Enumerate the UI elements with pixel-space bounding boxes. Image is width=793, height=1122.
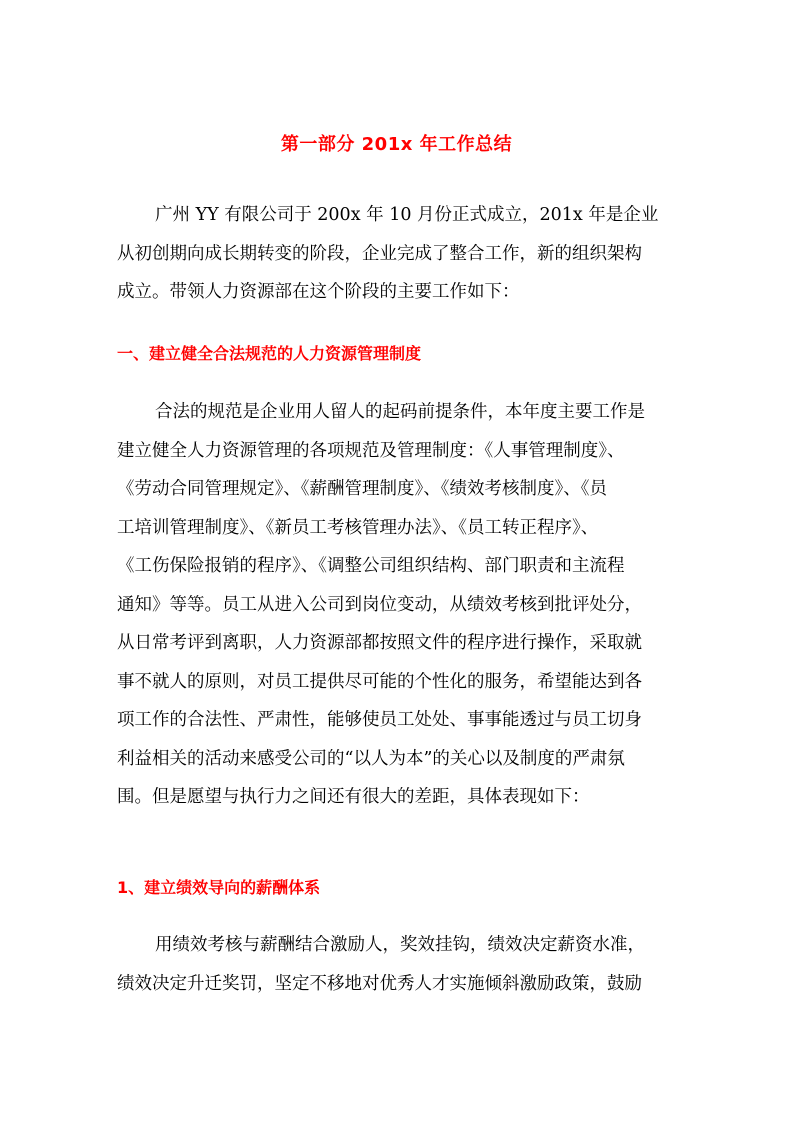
section1-line: 项工作的合法性、严肃性，能够使员工处处、事事能透过与员工切身 xyxy=(117,710,642,730)
section1-line: 围。但是愿望与执行力之间还有很大的差距，具体表现如下： xyxy=(117,787,590,807)
section1-line: 通知》等等。员工从进入公司到岗位变动，从绩效考核到批评处分， xyxy=(117,594,642,615)
intro-line: 成立。带领人力资源部在这个阶段的主要工作如下： xyxy=(117,282,520,302)
section1-paragraph xyxy=(117,393,687,817)
section1-line: 利益相关的活动来感受公司的“以人为本”的关心以及制度的严肃氛 xyxy=(117,748,625,769)
section1-line: 《劳动合同管理规定》、《薪酬管理制度》、《绩效考核制度》、《员 xyxy=(117,479,607,499)
section1-line: 合法的规范是企业用人留人的起码前提条件，本年度主要工作是 xyxy=(155,402,645,422)
document-title: 第一部分 201x 年工作总结 xyxy=(280,134,513,155)
subsection1-line: 用绩效考核与薪酬结合激励人，奖效挂钩，绩效决定薪资水准， xyxy=(155,935,645,955)
subsection1-line: 绩效决定升迁奖罚，坚定不移地对优秀人才实施倾斜激励政策，鼓励 xyxy=(117,973,642,994)
intro-line: 从初创期向成长期转变的阶段，企业完成了整合工作，新的组织架构 xyxy=(117,243,642,264)
section1-line: 《工伤保险报销的程序》、《调整公司组织结构、部门职责和主流程 xyxy=(117,556,625,576)
intro-paragraph xyxy=(117,196,687,312)
section-heading: 一、建立健全合法规范的人力资源管理制度 xyxy=(117,344,422,363)
section1-line: 事不就人的原则，对员工提供尽可能的个性化的服务，希望能达到各 xyxy=(117,671,642,692)
section1-line: 从日常考评到离职，人力资源部都按照文件的程序进行操作，采取就 xyxy=(117,633,642,653)
subsection1-paragraph xyxy=(117,926,687,1003)
section1-line: 工培训管理制度》、《新员工考核管理办法》、《员工转正程序》、 xyxy=(117,517,599,538)
intro-line: 广州 YY 有限公司于 200x 年 10 月份正式成立，201x 年是企业 xyxy=(155,205,659,225)
subsection-heading: 1、建立绩效导向的薪酬体系 xyxy=(117,878,321,897)
section1-line: 建立健全人力资源管理的各项规范及管理制度：《人事管理制度》、 xyxy=(117,440,625,461)
